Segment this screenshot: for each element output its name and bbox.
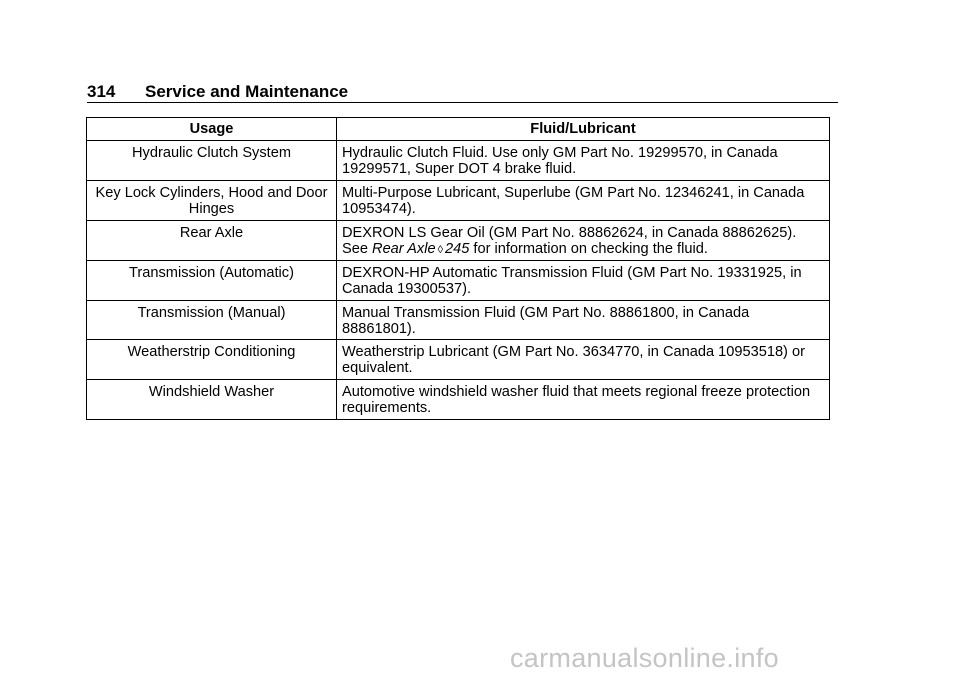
usage-cell: Key Lock Cylinders, Hood and Door Hinges [87, 181, 337, 221]
table-row [87, 340, 830, 380]
fluids-lubricants-table [86, 117, 830, 420]
table-header-row [87, 118, 830, 141]
usage-cell: Transmission (Automatic) [87, 261, 337, 301]
table-row [87, 301, 830, 340]
fluid-cell: Multi-Purpose Lubricant, Superlube (GM Part No. 12346241, in Canada 10953474). [337, 181, 830, 221]
fluid-cell [337, 221, 830, 261]
section-title: Service and Maintenance [145, 82, 349, 101]
fluid-cell: Manual Transmission Fluid (GM Part No. 88861800, in Canada 88861801). [337, 301, 830, 340]
usage-cell: Transmission (Manual) [87, 301, 337, 340]
fluid-cell: Automotive windshield washer fluid that meets regional freeze protection requirements. [337, 380, 830, 420]
page-number: 314 [87, 82, 116, 101]
table-row [87, 380, 830, 420]
rear-axle-link[interactable]: Rear Axle [372, 241, 436, 257]
table-row [87, 181, 830, 221]
usage-cell: Windshield Washer [87, 380, 337, 420]
fluid-cell: DEXRON-HP Automatic Transmission Fluid (GM Part No. 19331925, in Canada 19300537). [337, 261, 830, 301]
usage-cell: Hydraulic Clutch System [87, 141, 337, 181]
fluid-cell: Hydraulic Clutch Fluid. Use only GM Part No. 19299570, in Canada 19299571, Super DOT 4 brake fluid. [337, 141, 830, 181]
fluid-cell: Weatherstrip Lubricant (GM Part No. 3634770, in Canada 10953518) or equivalent. [337, 340, 830, 380]
page-header [87, 82, 838, 103]
watermark-text: carmanualsonline.info [510, 643, 779, 673]
table-row [87, 261, 830, 301]
fluid-text-tail: for information on checking the fluid. [469, 241, 708, 257]
column-header-usage: Usage [87, 118, 337, 141]
column-header-fluid-lubricant: Fluid/Lubricant [337, 118, 830, 141]
usage-cell: Rear Axle [87, 221, 337, 261]
table-row [87, 221, 830, 261]
page-reference-number[interactable]: 245 [445, 241, 470, 257]
fluid-text: DEXRON LS Gear Oil (GM Part No. 88862624, in Canada 88862625). See [342, 225, 797, 257]
table-row [87, 141, 830, 181]
usage-cell: Weatherstrip Conditioning [87, 340, 337, 380]
page-reference-arrow-icon: ◊ [437, 244, 444, 256]
